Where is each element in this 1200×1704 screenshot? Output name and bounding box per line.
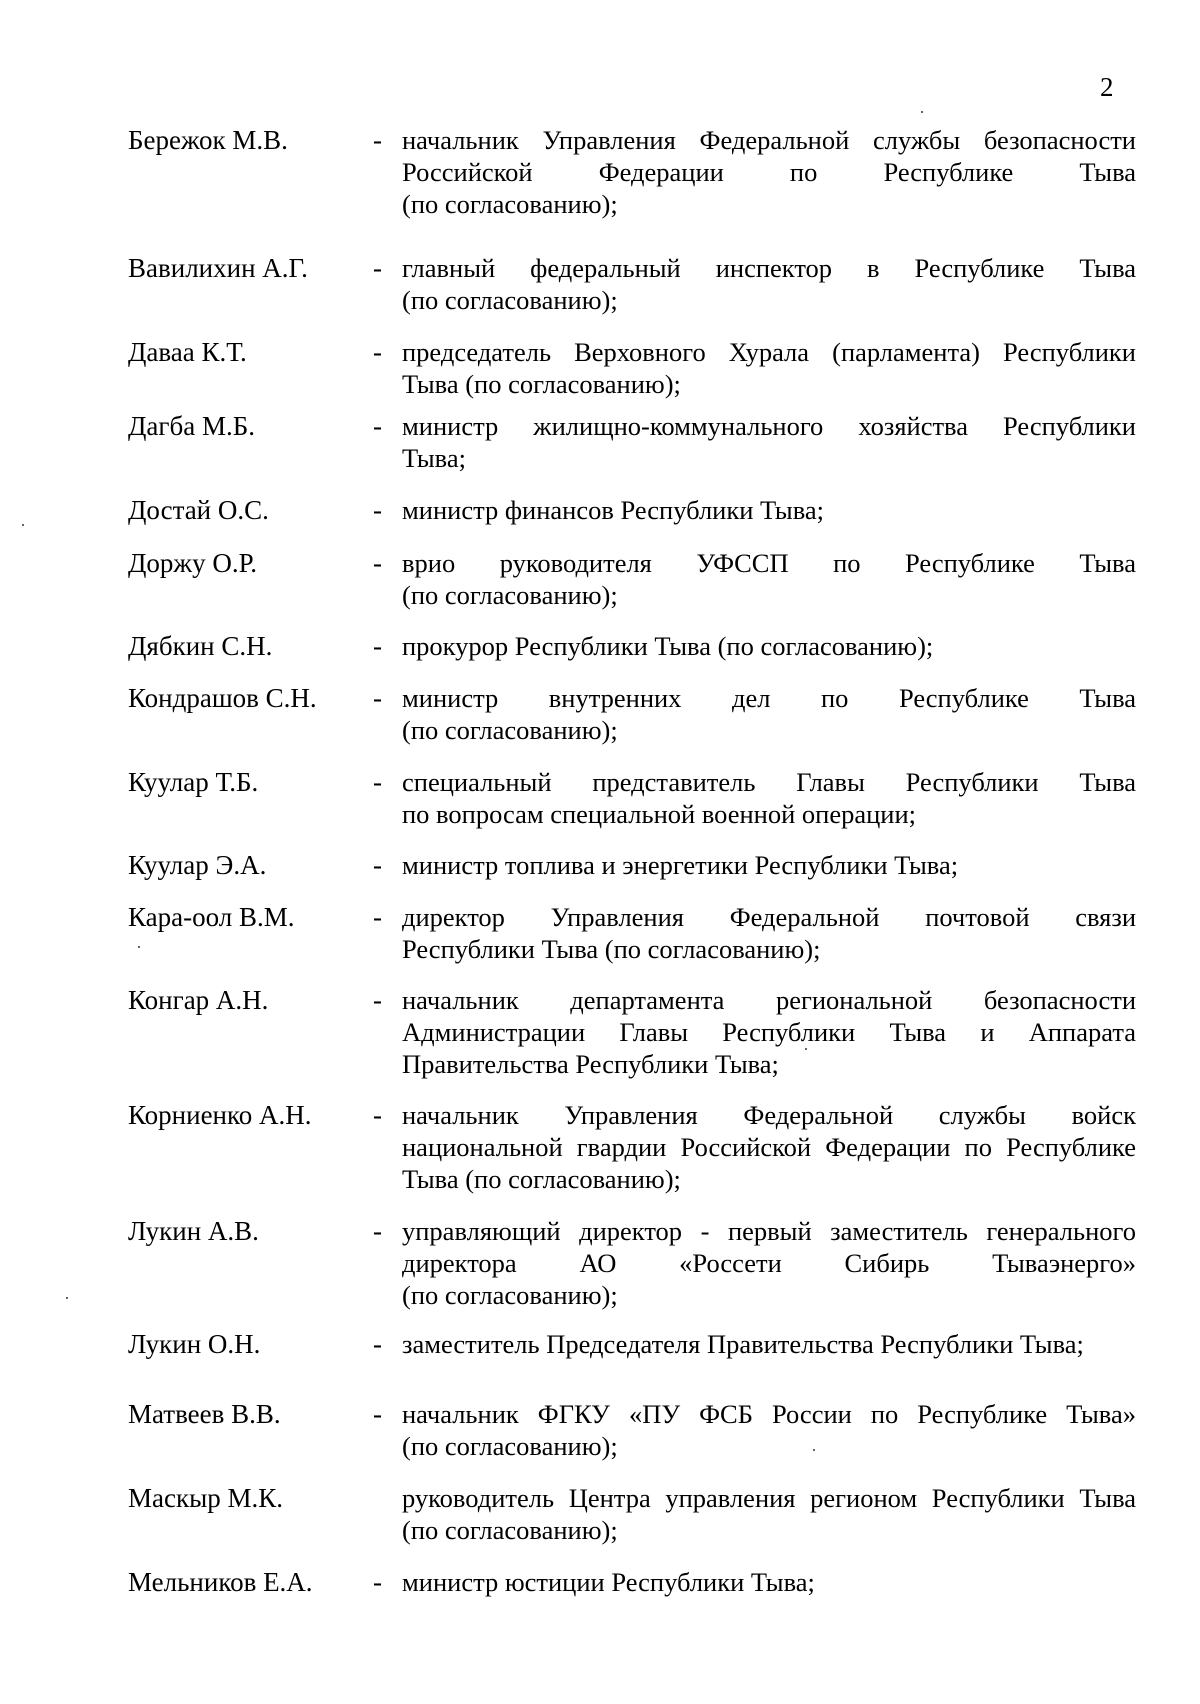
position-line: (по согласованию);	[402, 285, 618, 315]
member-name: Достай О.С.	[128, 495, 269, 525]
position-line: заместитель Председателя Правительства Республики Тыва;	[402, 1329, 1084, 1359]
position-line: (по согласованию);	[402, 1431, 618, 1461]
member-dash: -	[373, 767, 382, 797]
member-name: Куулар Э.А.	[128, 850, 267, 880]
position-line: национальной гвардии Российской Федерации по Республике	[402, 1132, 1136, 1162]
member-name: Вавилихин А.Г.	[128, 253, 308, 283]
member-position	[402, 336, 1136, 400]
position-line: начальник Управления Федеральной службы войск	[402, 1100, 1136, 1130]
position-line: (по согласованию);	[402, 1515, 618, 1545]
position-line: начальник департамента региональной безопасности	[402, 985, 1136, 1015]
page-number: 2	[1100, 72, 1114, 102]
member-name: Даваа К.Т.	[128, 337, 247, 367]
position-line: Администрации Главы Республики Тыва и Аппарата	[402, 1017, 1136, 1047]
scan-speck	[66, 1297, 68, 1299]
member-position	[402, 494, 1136, 526]
member-position	[402, 766, 1136, 830]
member-name: Куулар Т.Б.	[128, 767, 259, 797]
member-name: Доржу О.Р.	[128, 548, 257, 578]
member-dash: -	[373, 495, 382, 525]
position-line: специальный представитель Главы Республики Тыва	[402, 767, 1136, 797]
member-position	[402, 1482, 1136, 1546]
position-line: (по согласованию);	[402, 715, 618, 745]
member-position	[402, 1398, 1136, 1462]
member-name: Дябкин С.Н.	[128, 631, 273, 661]
member-position	[402, 1328, 1136, 1360]
position-line: Российской Федерации по Республике Тыва	[402, 157, 1136, 187]
member-dash: -	[373, 683, 382, 713]
scan-speck	[805, 1048, 807, 1050]
position-line: (по согласованию);	[402, 189, 618, 219]
member-dash: -	[373, 1399, 382, 1429]
member-position	[402, 984, 1136, 1080]
member-name: Матвеев В.В.	[128, 1399, 281, 1429]
member-position	[402, 901, 1136, 965]
member-name: Корниенко А.Н.	[128, 1100, 312, 1130]
position-line: по вопросам специальной военной операции;	[402, 799, 917, 829]
position-line: Правительства Республики Тыва;	[402, 1049, 779, 1079]
member-name: Кара-оол В.М.	[128, 902, 295, 932]
scan-speck	[22, 524, 24, 526]
position-line: (по согласованию);	[402, 1280, 618, 1310]
member-position	[402, 1215, 1136, 1311]
position-line: министр юстиции Республики Тыва;	[402, 1567, 815, 1597]
member-position	[402, 1566, 1136, 1598]
scan-speck	[921, 111, 923, 113]
position-line: Тыва (по согласованию);	[402, 1164, 681, 1194]
member-position	[402, 410, 1136, 474]
member-name: Мельников Е.А.	[128, 1567, 313, 1597]
member-name: Кондрашов С.Н.	[128, 683, 317, 713]
member-name: Конгар А.Н.	[128, 985, 269, 1015]
member-dash: -	[373, 985, 382, 1015]
member-position	[402, 849, 1136, 881]
position-line: Республики Тыва (по согласованию);	[402, 934, 821, 964]
member-dash: -	[373, 337, 382, 367]
member-dash: -	[373, 253, 382, 283]
position-line: (по согласованию);	[402, 580, 618, 610]
member-dash: -	[373, 850, 382, 880]
position-line: начальник ФГКУ «ПУ ФСБ России по Республике Тыва»	[402, 1399, 1136, 1429]
member-dash: -	[373, 1329, 382, 1359]
position-line: директор Управления Федеральной почтовой связи	[402, 902, 1136, 932]
position-line: директора АО «Россети Сибирь Тываэнерго»	[402, 1248, 1136, 1278]
position-line: министр финансов Республики Тыва;	[402, 495, 825, 525]
position-line: Тыва (по согласованию);	[402, 369, 681, 399]
position-line: министр внутренних дел по Республике Тыва	[402, 683, 1136, 713]
position-line: управляющий директор - первый заместитель генерального	[402, 1216, 1136, 1246]
position-line: Тыва;	[402, 443, 466, 473]
scan-speck	[138, 946, 140, 948]
member-position	[402, 124, 1136, 220]
member-position	[402, 547, 1136, 611]
member-dash: -	[373, 631, 382, 661]
position-line: главный федеральный инспектор в Республике Тыва	[402, 253, 1136, 283]
member-position	[402, 630, 1136, 662]
member-dash: -	[373, 411, 382, 441]
member-dash: -	[373, 1216, 382, 1246]
member-position	[402, 1099, 1136, 1195]
scan-speck	[813, 1449, 815, 1451]
position-line: прокурор Республики Тыва (по согласованию);	[402, 631, 934, 661]
member-dash: -	[373, 1567, 382, 1597]
position-line: врио руководителя УФССП по Республике Тыва	[402, 548, 1136, 578]
member-position	[402, 252, 1136, 316]
member-dash: -	[373, 1100, 382, 1130]
position-line: министр жилищно-коммунального хозяйства Республики	[402, 411, 1136, 441]
member-name: Лукин О.Н.	[128, 1329, 261, 1359]
position-line: начальник Управления Федеральной службы безопасности	[402, 125, 1136, 155]
position-line: министр топлива и энергетики Республики Тыва;	[402, 850, 959, 880]
member-name: Дагба М.Б.	[128, 411, 255, 441]
member-dash: -	[373, 125, 382, 155]
member-dash: -	[373, 548, 382, 578]
member-name: Маскыр М.К.	[128, 1483, 283, 1513]
position-line: руководитель Центра управления регионом Республики Тыва	[402, 1483, 1136, 1513]
member-position	[402, 682, 1136, 746]
member-name: Бережок М.В.	[128, 125, 288, 155]
member-name: Лукин А.В.	[128, 1216, 259, 1246]
position-line: председатель Верховного Хурала (парламента) Республики	[402, 337, 1136, 367]
member-dash: -	[373, 902, 382, 932]
